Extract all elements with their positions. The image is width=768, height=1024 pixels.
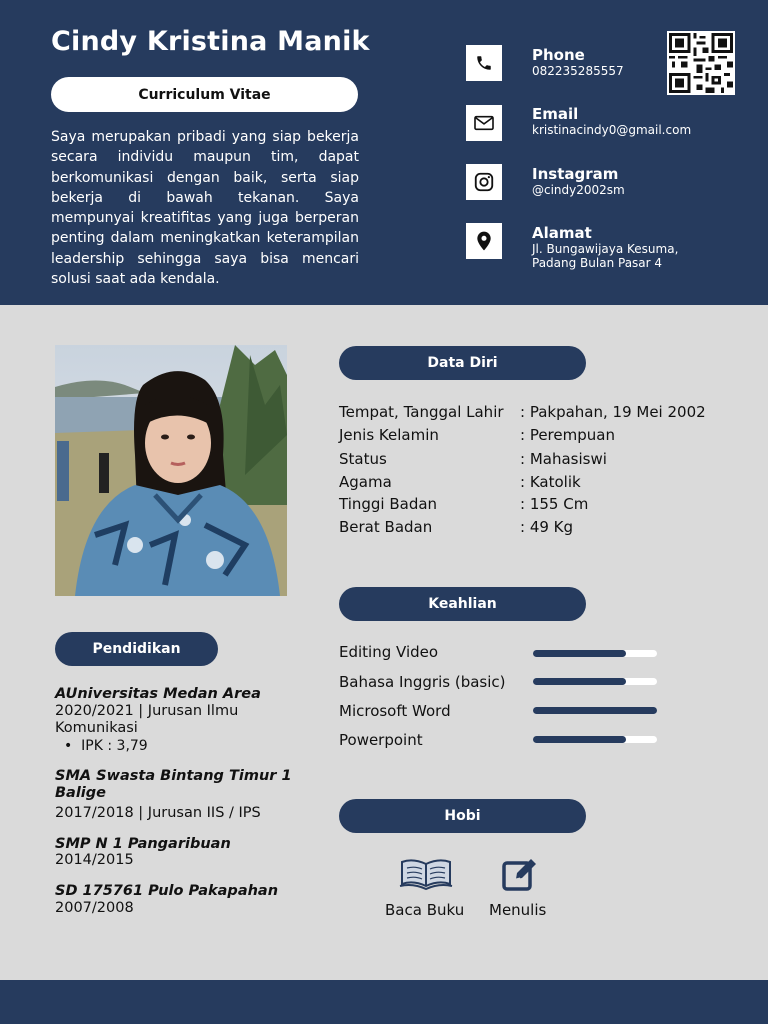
edu-detail: 2007/2008 (55, 900, 134, 916)
address-label: Alamat (532, 224, 592, 242)
skill-name: Microsoft Word (339, 702, 451, 720)
qr-code-icon (667, 31, 735, 95)
data-value: : Pakpahan, 19 Mei 2002 (520, 403, 706, 421)
data-key: Berat Badan (339, 518, 433, 536)
skill-bar (533, 736, 657, 743)
header-banner (0, 0, 768, 305)
skill-bar-fill (533, 678, 626, 685)
phone-label: Phone (532, 46, 585, 64)
hobby-label: Menulis (489, 901, 547, 919)
skill-bar-fill (533, 736, 626, 743)
edu-detail: 2014/2015 (55, 852, 134, 868)
edu-bullet: • IPK : 3,79 (64, 738, 148, 754)
skill-bar (533, 707, 657, 714)
pendidikan-heading: Pendidikan (55, 632, 218, 666)
edu-school: AUniversitas Medan Area (55, 686, 261, 702)
skill-bar-fill (533, 650, 626, 657)
data-key: Status (339, 450, 387, 468)
email-label: Email (532, 105, 579, 123)
envelope-icon (466, 105, 502, 141)
data-key: Agama (339, 473, 392, 491)
hobby-label: Baca Buku (385, 901, 465, 919)
data-key: Jenis Kelamin (339, 426, 439, 444)
email-value: kristinacindy0@gmail.com (532, 123, 692, 137)
open-book-icon (399, 856, 453, 896)
edu-school: SD 175761 Pulo Pakapahan (55, 883, 279, 899)
edu-detail: 2020/2021 | Jurusan Ilmu Komunikasi (55, 703, 239, 736)
pen-square-icon (502, 857, 538, 895)
keahlian-heading: Keahlian (339, 587, 586, 621)
person-name: Cindy Kristina Manik (51, 26, 370, 57)
data-diri-heading: Data Diri (339, 346, 586, 380)
skill-bar (533, 650, 657, 657)
instagram-icon (466, 164, 502, 200)
cv-title-badge: Curriculum Vitae (51, 77, 358, 112)
profile-photo (55, 345, 287, 596)
phone-value: 082235285557 (532, 64, 624, 78)
edu-bullet-text: IPK : 3,79 (81, 738, 148, 754)
skill-bar-fill (533, 707, 657, 714)
data-key: Tempat, Tanggal Lahir (339, 403, 504, 421)
data-key: Tinggi Badan (339, 495, 438, 513)
footer-bar (0, 980, 768, 1024)
data-value: : Katolik (520, 473, 581, 491)
edu-school: SMA Swasta Bintang Timur 1 Balige (55, 768, 292, 801)
data-value: : 49 Kg (520, 518, 574, 536)
skill-name: Bahasa Inggris (basic) (339, 673, 506, 691)
data-value: : Perempuan (520, 426, 615, 444)
data-value: : Mahasiswi (520, 450, 607, 468)
location-pin-icon (466, 223, 502, 259)
phone-icon (466, 45, 502, 81)
edu-school: SMP N 1 Pangaribuan (55, 836, 231, 852)
edu-detail: 2017/2018 | Jurusan IIS / IPS (55, 805, 261, 821)
skill-name: Editing Video (339, 643, 439, 661)
skill-name: Powerpoint (339, 731, 423, 749)
hobi-heading: Hobi (339, 799, 586, 833)
address-value: Jl. Bungawijaya Kesuma, Padang Bulan Pasar 4 (532, 242, 679, 270)
data-value: : 155 Cm (520, 495, 589, 513)
skill-bar (533, 678, 657, 685)
instagram-label: Instagram (532, 165, 619, 183)
instagram-value: @cindy2002sm (532, 183, 625, 197)
profile-summary: Saya merupakan pribadi yang siap bekerja secara individu maupun tim, dapat berkomunikasi dengan baik, serta siap bekerja di bawah tekanan. Saya mempunyai kreatifitas yang juga berperan penting dalam meningkatkan keterampilan leadership sehingga saya bisa mencari solusi saat ada kendala. (51, 129, 359, 288)
